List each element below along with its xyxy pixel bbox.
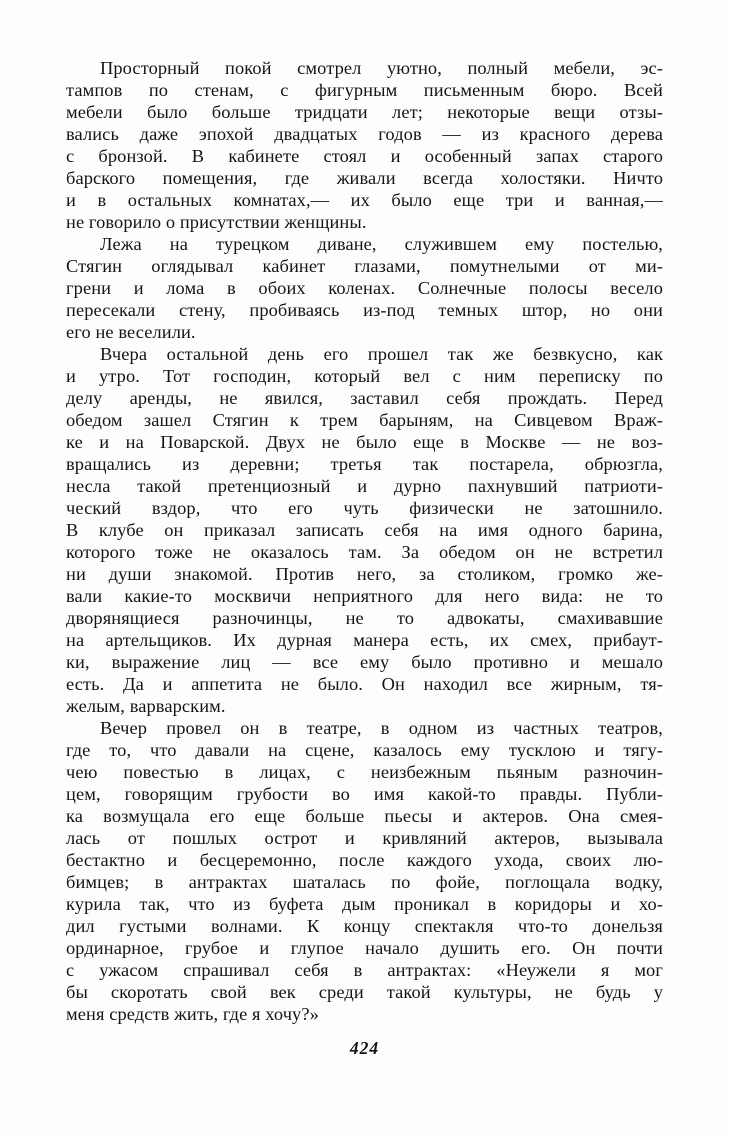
- text-line: дил густыми волнами. К концу спектакля что-то донельзя: [66, 916, 663, 936]
- text-line: грени и лома в обоих коленах. Солнечные полосы весело: [66, 278, 663, 298]
- text-line: где то, что давали на сцене, казалось ему тусклою и тягу-: [66, 740, 663, 760]
- text-line: дворянящиеся разночинцы, не то адвокаты, смахивавшие: [66, 608, 663, 628]
- text-line: которого тоже не оказалось там. За обедом он не встретил: [66, 542, 663, 562]
- text-line: желым, варварским.: [66, 696, 226, 716]
- text-line: мебели было больше тридцати лет; некоторые вещи отзы-: [66, 102, 663, 122]
- text-line: Лежа на турецком диване, служившем ему постелью,: [100, 234, 663, 254]
- text-line: цем, говорящим грубости во имя какой-то правды. Публи-: [66, 784, 663, 804]
- text-line: бестактно и бесцеремонно, после каждого ухода, своих лю-: [66, 850, 663, 870]
- text-line: барского помещения, где живали всегда холостяки. Ничто: [66, 168, 663, 188]
- text-line: Вчера остальной день его прошел так же безвкусно, как: [100, 344, 663, 364]
- text-line: пересекали стену, пробиваясь из-под темных штор, но они: [66, 300, 663, 320]
- text-line: ординарное, грубое и глупое начало душить его. Он почти: [66, 938, 663, 958]
- text-line: есть. Да и аппетита не было. Он находил все жирным, тя-: [66, 674, 663, 694]
- text-line: и утро. Тот господин, который вел с ним переписку по: [66, 366, 663, 386]
- text-line: Просторный покой смотрел уютно, полный мебели, эс-: [100, 58, 663, 78]
- text-line: ческий вздор, что его чуть физически не затошнило.: [66, 498, 663, 518]
- text-line: несла такой претенциозный и дурно пахнувший патриоти-: [66, 476, 663, 496]
- text-line: с ужасом спрашивал себя в антрактах: «Неужели я мог: [66, 960, 663, 980]
- text-line: ни души знакомой. Против него, за столиком, громко же-: [66, 564, 663, 584]
- page-number: 424: [349, 1038, 380, 1058]
- text-line: тампов по стенам, с фигурным письменным бюро. Всей: [66, 80, 663, 100]
- text-line: ка возмущала его еще больше пьесы и актеров. Она смея-: [66, 806, 663, 826]
- text-line: вались даже эпохой двадцатых годов — из красного дерева: [66, 124, 663, 144]
- text-line: ке и на Поварской. Двух не было еще в Москве — не воз-: [66, 432, 663, 452]
- text-block: [66, 57, 663, 1025]
- text-line: с бронзой. В кабинете стоял и особенный запах старого: [66, 146, 663, 166]
- text-line: Вечер провел он в театре, в одном из частных театров,: [100, 718, 663, 738]
- text-line: не говорило о присутствии женщины.: [66, 212, 367, 232]
- text-line: В клубе он приказал записать себя на имя одного барина,: [66, 520, 663, 540]
- paragraph: [66, 343, 663, 717]
- text-line: лась от пошлых острот и кривляний актеров, вызывала: [66, 828, 663, 848]
- text-line: бы скоротать свой век среди такой культуры, не будь у: [66, 982, 663, 1002]
- paragraph: [66, 233, 663, 343]
- text-line: вали какие-то москвичи неприятного для него вида: не то: [66, 586, 663, 606]
- text-line: на артельщиков. Их дурная манера есть, их смех, прибаут-: [66, 630, 663, 650]
- text-line: и в остальных комнатах,— их было еще три и ванная,—: [66, 190, 663, 210]
- text-line: обедом зашел Стягин к трем барыням, на Сивцевом Враж-: [66, 410, 663, 430]
- paragraph: [66, 717, 663, 1025]
- text-line: Стягин оглядывал кабинет глазами, помутнелыми от ми-: [66, 256, 663, 276]
- text-line: ки, выражение лиц — все ему было противно и мешало: [66, 652, 663, 672]
- text-line: курила так, что из буфета дым проникал в коридоры и хо-: [66, 894, 663, 914]
- text-line: меня средств жить, где я хочу?»: [66, 1004, 319, 1024]
- paragraph: [66, 57, 663, 233]
- text-line: бимцев; в антрактах шаталась по фойе, поглощала водку,: [66, 872, 663, 892]
- text-line: его не веселили.: [66, 322, 196, 342]
- text-line: вращались из деревни; третья так постарела, обрюзгла,: [66, 454, 663, 474]
- text-line: делу аренды, не явился, заставил себя прождать. Перед: [66, 388, 663, 408]
- text-line: чею повестью в лицах, с неизбежным пьяным разночин-: [66, 762, 663, 782]
